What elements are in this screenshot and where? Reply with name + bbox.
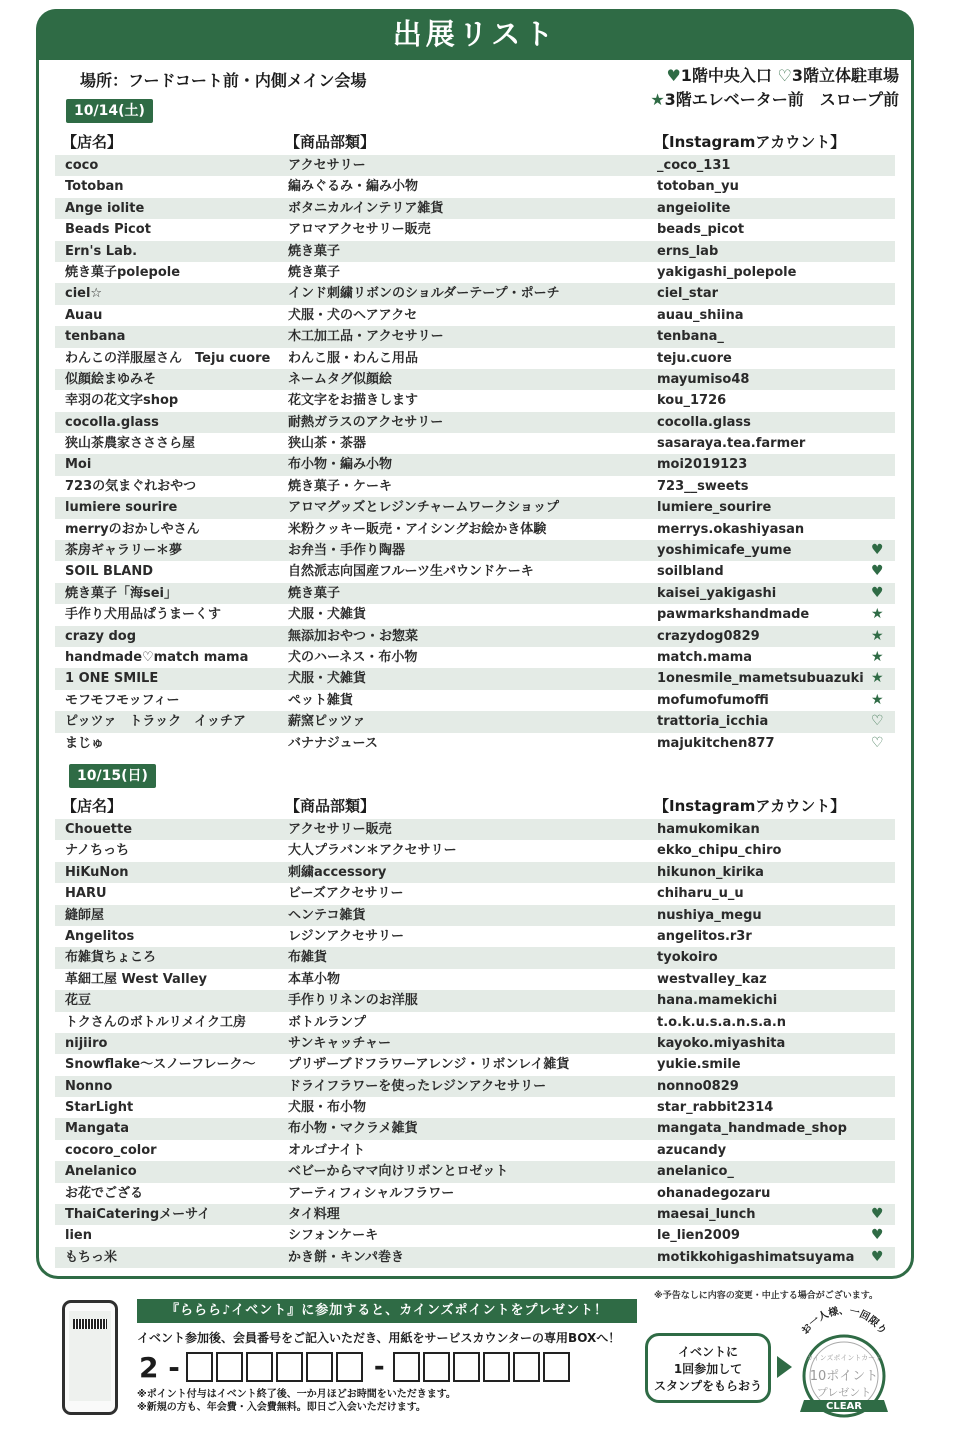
table-row	[55, 1161, 895, 1182]
header-shop: 【店名】	[62, 133, 123, 151]
shop-name: モフモフモッフィー	[65, 692, 180, 708]
instagram-account: auau_shiina	[657, 307, 744, 323]
product-category: 耐熱ガラスのアクセサリー	[288, 414, 444, 430]
location-mark-icon: ★	[871, 670, 884, 687]
shop-name: 1 ONE SMILE	[65, 671, 159, 687]
footnote: ※ポイント付与はイベント終了後、一か月ほどお時間をいただきます。	[137, 1389, 456, 1400]
shop-name: トクさんのボトルリメイク工房	[65, 1014, 246, 1030]
location-mark-icon: ♥	[871, 563, 884, 580]
shop-name: 茶房ギャラリー＊夢	[65, 543, 183, 559]
product-category: アーティフィシャルフラワー	[288, 1185, 455, 1201]
table-row	[55, 390, 895, 411]
product-category: 手作りリネンのお洋服	[288, 993, 418, 1009]
shop-name: cocoro_color	[65, 1142, 157, 1158]
table-row	[55, 262, 895, 283]
instagram-account: mangata_handmade_shop	[657, 1121, 847, 1137]
table-row	[55, 947, 895, 968]
product-category: プリザーブドフラワーアレンジ・リボンレイ雑貨	[288, 1057, 570, 1073]
table-row	[55, 647, 895, 668]
location-mark-icon: ♥	[871, 1206, 884, 1223]
promo-title: 『ららら♪イベント』に参加すると、カインズポイントをプレゼント！	[137, 1299, 637, 1323]
instagram-account: yukie.smile	[657, 1057, 741, 1073]
svg-text:お一人様、一回限り	[799, 1304, 889, 1337]
promo-subtitle: イベント参加後、会員番号をご記入いただき、用紙をサービスカウンターの専用BOXへ！	[137, 1331, 621, 1345]
instagram-account: nonno0829	[657, 1078, 739, 1094]
product-category: 焼き菓子・ケーキ	[288, 478, 393, 494]
product-category: ヘンテコ雑貨	[288, 907, 366, 923]
shop-name: handmade♡match mama	[65, 649, 249, 665]
product-category: ドライフラワーを使ったレジンアクセサリー	[288, 1078, 547, 1094]
table-row	[55, 561, 895, 582]
table-row	[55, 1140, 895, 1161]
table-row	[55, 905, 895, 926]
product-category: 薪窯ピッツァ	[288, 714, 366, 730]
instagram-account: cocolla.glass	[657, 414, 751, 430]
shop-name: ナノちっち	[65, 843, 130, 859]
shop-name: lumiere sourire	[65, 500, 178, 516]
shop-name: SOIL BLAND	[65, 564, 153, 580]
shop-name: cocolla.glass	[65, 414, 159, 430]
instagram-account: trattoria_icchia	[657, 714, 769, 730]
location-mark-icon: ★	[871, 691, 884, 708]
shop-name: わんこの洋服屋さん Teju cuore	[65, 350, 271, 366]
exhibitor-table-day1	[55, 155, 895, 754]
instagram-account: kaisei_yakigashi	[657, 585, 777, 601]
instagram-account: maesai_lunch	[657, 1207, 756, 1223]
barcode-icon	[73, 1319, 107, 1329]
shop-name: tenbana	[65, 329, 126, 345]
product-category: 布小物・編み小物	[288, 457, 393, 473]
shop-name: Ange iolite	[65, 200, 145, 216]
table-row	[55, 433, 895, 454]
table-row	[55, 711, 895, 732]
table-row	[55, 305, 895, 326]
product-category: オルゴナイト	[288, 1142, 366, 1158]
product-category: 焼き菓子	[288, 243, 341, 259]
shop-name: Totoban	[65, 179, 124, 195]
instagram-account: ekko_chipu_chiro	[657, 843, 782, 859]
digit-box	[453, 1352, 480, 1382]
instagram-account: soilbland	[657, 564, 724, 580]
instagram-account: hana.mamekichi	[657, 993, 778, 1009]
product-category: ペット雑貨	[288, 692, 354, 708]
product-category: 自然派志向国産フルーツ生パウンドケーキ	[288, 564, 534, 580]
instagram-account: majukitchen877	[657, 735, 775, 751]
shop-name: Beads Picot	[65, 222, 151, 238]
seal-ribbon-text: CLEAR	[826, 1401, 862, 1412]
table-row	[55, 883, 895, 904]
instagram-account: crazydog0829	[657, 628, 760, 644]
shop-name: Nonno	[65, 1078, 113, 1094]
table-row	[55, 348, 895, 369]
instagram-account: mofumofumoffi	[657, 692, 769, 708]
table-row	[55, 476, 895, 497]
table-row	[55, 626, 895, 647]
table-row	[55, 1033, 895, 1054]
table-row	[55, 926, 895, 947]
instagram-account: 723__sweets	[657, 478, 749, 494]
product-category: 刺繍accessory	[288, 864, 387, 880]
header-category: 【商品部類】	[285, 133, 376, 151]
table-row	[55, 1225, 895, 1246]
table-row	[55, 283, 895, 304]
seal-points: 10ポイント	[809, 1369, 879, 1384]
table-row	[55, 1076, 895, 1097]
heart-filled-icon: ♥	[666, 66, 681, 85]
date-badge-day2: 10/15(日)	[69, 764, 156, 788]
product-category: ネームタグ似顔絵	[288, 371, 393, 387]
location-mark-icon: ♥	[871, 542, 884, 559]
instagram-account: lumiere_sourire	[657, 500, 772, 516]
product-category: アクセサリー販売	[288, 822, 392, 837]
instagram-account: anelanico_	[657, 1164, 734, 1180]
table-row	[55, 219, 895, 240]
instagram-account: moi2019123	[657, 457, 748, 473]
instagram-account: motikkohigashimatsuyama	[657, 1249, 855, 1265]
table-row	[55, 733, 895, 754]
shop-name: もちっ米	[65, 1249, 118, 1265]
location-mark-icon: ♡	[871, 713, 884, 730]
product-category: お弁当・手作り陶器	[288, 543, 406, 559]
product-category: サンキャッチャー	[288, 1035, 391, 1051]
location-mark-icon: ♡	[871, 734, 884, 751]
product-category: ボトルランプ	[288, 1014, 367, 1030]
location-mark-icon: ★	[871, 648, 884, 665]
shop-name: ciel☆	[65, 286, 103, 302]
header-instagram: 【Instagramアカウント】	[654, 797, 846, 815]
instagram-account: ciel_star	[657, 286, 719, 302]
product-category: 米粉クッキー販売・アイシングお絵かき体験	[288, 521, 547, 537]
product-category: 焼き菓子	[288, 264, 341, 280]
shop-name: 焼き菓子「海sei」	[65, 585, 178, 601]
shop-name: 焼き菓子polepole	[65, 264, 181, 280]
shop-name: Angelitos	[65, 928, 135, 944]
digit-box	[483, 1352, 510, 1382]
date-badge-day1: 10/14(土)	[66, 99, 153, 123]
instagram-account: azucandy	[657, 1142, 727, 1158]
instagram-account: pawmarkshandmade	[657, 607, 810, 623]
footnotes	[137, 1388, 456, 1414]
digit-box	[393, 1352, 420, 1382]
shop-name: lien	[65, 1228, 92, 1244]
star-icon: ★	[650, 90, 665, 109]
instagram-account: hamukomikan	[657, 822, 760, 837]
product-category: わんこ服・わんこ用品	[288, 350, 419, 366]
shop-name: crazy dog	[65, 628, 136, 644]
shop-name: 狭山茶農家さささら屋	[65, 436, 196, 452]
shop-name: HiKuNon	[65, 864, 129, 880]
instagram-account: mayumiso48	[657, 371, 750, 387]
member-prefix: 2 -	[139, 1350, 180, 1384]
product-category: 焼き菓子	[288, 585, 341, 601]
digit-box	[513, 1352, 540, 1382]
instagram-account: merrys.okashiyasan	[657, 521, 805, 537]
product-category: ベビーからママ向けリボンとロゼット	[288, 1164, 509, 1180]
instagram-account: tyokoiro	[657, 950, 718, 966]
venue-label: 場所：フードコート前・内側メイン会場	[80, 71, 367, 90]
stamp-line: 1回参加して	[673, 1362, 743, 1376]
shop-name: ThaiCateringメーサイ	[65, 1207, 211, 1223]
instagram-account: yoshimicafe_yume	[657, 543, 792, 559]
instagram-account: le_lien2009	[657, 1228, 740, 1244]
table-row	[55, 1183, 895, 1204]
legend-text: 3階エレベーター前 スロープ前	[664, 90, 899, 109]
shop-name: Chouette	[65, 822, 133, 837]
table-row	[55, 519, 895, 540]
member-dash: -	[373, 1352, 385, 1382]
table-row	[55, 241, 895, 262]
instagram-account: totoban_yu	[657, 179, 739, 195]
shop-name: Moi	[65, 457, 92, 473]
table-row	[55, 1097, 895, 1118]
table-row	[55, 819, 895, 840]
shop-name: 723の気まぐれおやつ	[65, 478, 197, 494]
shop-name: HARU	[65, 886, 107, 902]
instagram-account: nushiya_megu	[657, 907, 762, 923]
instagram-account: westvalley_kaz	[657, 971, 767, 987]
product-category: タイ料理	[288, 1207, 340, 1223]
table-row	[55, 862, 895, 883]
product-category: 犬服・犬雑貨	[288, 607, 367, 623]
digit-box	[423, 1352, 450, 1382]
digit-box	[246, 1352, 273, 1382]
instagram-account: yakigashi_polepole	[657, 264, 797, 280]
digit-box	[186, 1352, 213, 1382]
table-row	[55, 155, 895, 176]
product-category: かき餅・キンパ巻き	[288, 1249, 404, 1265]
product-category: レジンアクセサリー	[288, 928, 404, 944]
phone-app-icon	[62, 1300, 118, 1415]
table-row	[55, 1204, 895, 1225]
instagram-account: tenbana_	[657, 329, 724, 345]
product-category: 犬服・犬のヘアアクセ	[288, 307, 418, 323]
stamp-line: イベントに	[677, 1345, 738, 1359]
table-row	[55, 540, 895, 561]
heart-outline-icon: ♡	[777, 66, 792, 85]
footnote: ※新規の方も、年会費・入会費無料。即日ご入会いただけます。	[137, 1402, 426, 1413]
instagram-account: kou_1726	[657, 393, 727, 409]
product-category: ビーズアクセサリー	[288, 886, 404, 902]
seal-card-label: カインズポイントカード	[805, 1354, 883, 1362]
seal-top-text: お一人様、一回限り	[799, 1306, 889, 1337]
product-category: 犬のハーネス・布小物	[288, 649, 418, 665]
table-row	[55, 1118, 895, 1139]
shop-name: Ern's Lab.	[65, 243, 138, 259]
instagram-account: kayoko.miyashita	[657, 1035, 786, 1051]
shop-name: 布雑貨ちょころ	[65, 950, 157, 966]
product-category: 布小物・マクラメ雑貨	[288, 1121, 418, 1137]
product-category: 犬服・犬雑貨	[288, 671, 367, 687]
instagram-account: beads_picot	[657, 222, 745, 238]
digit-box	[216, 1352, 243, 1382]
product-category: シフォンケーキ	[288, 1228, 379, 1244]
shop-name: Auau	[65, 307, 103, 323]
shop-name: StarLight	[65, 1100, 134, 1116]
instagram-account: teju.cuore	[657, 350, 732, 366]
stamp-line: スタンプをもらおう	[653, 1379, 762, 1393]
stamp-instruction	[645, 1333, 771, 1403]
instagram-account: erns_lab	[657, 243, 719, 259]
table-row	[55, 497, 895, 518]
product-category: アロマアクセサリー販売	[288, 222, 431, 238]
digit-box	[336, 1352, 363, 1382]
instagram-account: angeiolite	[657, 200, 731, 216]
location-mark-icon: ♥	[871, 1227, 884, 1244]
legend-text: 3階立体駐車場	[791, 66, 899, 85]
header-shop: 【店名】	[62, 797, 123, 815]
shop-name: Anelanico	[65, 1164, 137, 1180]
shop-name: 手作り犬用品ぱうまーくす	[65, 607, 222, 623]
location-mark-icon: ♥	[871, 584, 884, 601]
product-category: インド刺繍リボンのショルダーテープ・ポーチ	[288, 286, 560, 302]
digit-box	[543, 1352, 570, 1382]
location-legend	[650, 64, 899, 112]
instagram-account: ohanadegozaru	[657, 1185, 771, 1201]
seal-present: プレゼント	[816, 1386, 872, 1399]
table-row	[55, 969, 895, 990]
product-category: 本革小物	[288, 971, 341, 987]
instagram-account: _coco_131	[657, 158, 731, 173]
exhibitor-table-day2	[55, 819, 895, 1268]
legend-text: 1階中央入口	[680, 66, 772, 85]
shop-name: 似顔絵まゆみそ	[65, 371, 157, 387]
table-row	[55, 454, 895, 475]
shop-name: Snowflake〜スノーフレーク〜	[65, 1057, 256, 1073]
product-category: アクセサリー	[288, 158, 366, 173]
product-category: 布雑貨	[288, 950, 328, 966]
shop-name: ピッツァ トラック イッチア	[65, 714, 246, 730]
shop-name: 革細工屋 West Valley	[65, 971, 208, 987]
shop-name: 縫師屋	[65, 907, 105, 923]
product-category: ボタニカルインテリア雑貨	[288, 200, 444, 216]
digit-box	[276, 1352, 303, 1382]
table-row	[55, 176, 895, 197]
product-category: 木工加工品・アクセサリー	[288, 329, 444, 345]
digit-box	[306, 1352, 333, 1382]
instagram-account: match.mama	[657, 649, 753, 665]
member-number-field	[139, 1349, 573, 1385]
change-notice: ※予告なしに内容の変更・中止する場合がございます。	[654, 1291, 879, 1301]
shop-name: 幸羽の花文字shop	[65, 393, 179, 409]
table-row	[55, 583, 895, 604]
table-row	[55, 412, 895, 433]
instagram-account: chiharu_u_u	[657, 886, 744, 902]
product-category: 犬服・布小物	[288, 1100, 367, 1116]
table-row	[55, 198, 895, 219]
point-stamp-seal	[788, 1300, 898, 1425]
table-row	[55, 604, 895, 625]
product-category: アロマグッズとレジンチャームワークショップ	[288, 500, 560, 516]
product-category: 編みぐるみ・編み小物	[288, 179, 419, 195]
instagram-account: star_rabbit2314	[657, 1100, 774, 1116]
product-category: 大人プラバン＊アクセサリー	[288, 843, 457, 859]
table-row	[55, 1054, 895, 1075]
shop-name: Mangata	[65, 1121, 130, 1137]
table-row	[55, 668, 895, 689]
table-row	[55, 690, 895, 711]
product-category: 狭山茶・茶器	[288, 436, 367, 452]
shop-name: まじゅ	[65, 735, 105, 751]
header-instagram: 【Instagramアカウント】	[654, 133, 846, 151]
product-category: バナナジュース	[288, 735, 378, 751]
table-row	[55, 369, 895, 390]
table-row	[55, 326, 895, 347]
table-row	[55, 990, 895, 1011]
instagram-account: angelitos.r3r	[657, 928, 752, 944]
product-category: 花文字をお描きします	[288, 393, 419, 409]
location-mark-icon: ★	[871, 606, 884, 623]
location-mark-icon: ♥	[871, 1248, 884, 1265]
page-title: 出展リスト	[36, 9, 914, 60]
shop-name: merryのおかしやさん	[65, 521, 200, 537]
table-row	[55, 1012, 895, 1033]
header-category: 【商品部類】	[285, 797, 376, 815]
shop-name: お花でござる	[65, 1185, 144, 1201]
instagram-account: hikunon_kirika	[657, 864, 764, 880]
shop-name: nijiiro	[65, 1035, 108, 1051]
table-row	[55, 840, 895, 861]
location-mark-icon: ★	[871, 627, 884, 644]
table-row	[55, 1247, 895, 1268]
instagram-account: 1onesmile_mametsubuazuki	[657, 671, 864, 687]
shop-name: 花豆	[65, 993, 92, 1009]
shop-name: coco	[65, 158, 99, 173]
instagram-account: t.o.k.u.s.a.n.s.a.n	[657, 1014, 787, 1030]
instagram-account: sasaraya.tea.farmer	[657, 436, 806, 452]
product-category: 無添加おやつ・お惣菜	[288, 628, 419, 644]
